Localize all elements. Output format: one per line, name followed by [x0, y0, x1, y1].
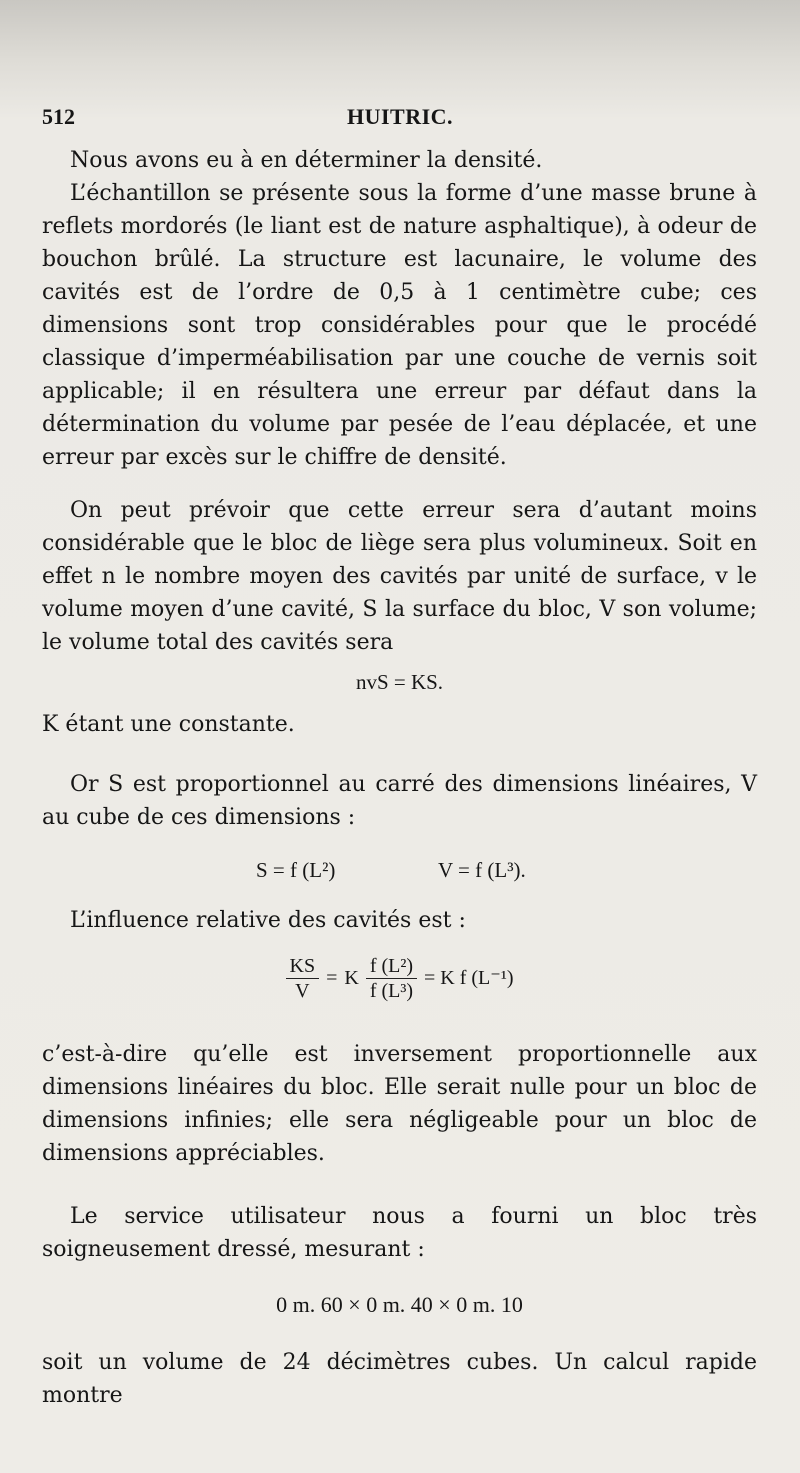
section-intro	[42, 144, 757, 474]
fraction-f-denominator: f (L³)	[369, 980, 414, 1002]
page-number: 512	[42, 104, 75, 129]
equation-measurements: 0 m. 60 × 0 m. 40 × 0 m. 10	[276, 1292, 523, 1317]
section-service	[42, 1200, 757, 1266]
section-conclusion	[42, 1038, 757, 1170]
fraction-f-numerator: f (L²)	[366, 954, 417, 979]
paragraph-conclusion: c’est-à-dire qu’elle est inversement proportionnelle aux dimensions linéaires du bloc. Elle serait nulle pour un bloc de dimensions infinies; elle sera négligeable pour un bloc de dimensions appréciables.	[42, 1042, 757, 1166]
paragraph-influence: L’influence relative des cavités est :	[70, 908, 466, 933]
equation-cavities: nvS = KS.	[355, 670, 444, 694]
paragraph-sample: L’échantillon se présente sous la forme d’une masse brune à reflets mordorés (le liant est de nature asphaltique), à odeur de bouchon brûlé. La structure est lacunaire, le volume des cavités est de l’ordre de 0,5 à 1 centimètre cube; ces dimensions sont trop considérables pour que le procédé classique d’imperméabilisation par une couche de vernis soit applicable; il en résultera une erreur par défaut dans la détermination du volume par pesée de l’eau déplacée, et une erreur par excès sur le chiffre de densité.	[42, 181, 757, 470]
fraction-ks-denominator: V	[295, 980, 310, 1002]
page-header	[42, 104, 758, 134]
paragraph-proportional: Or S est proportionnel au carré des dimensions linéaires, V au cube de ces dimensions :	[42, 772, 757, 830]
paragraph-density: Nous avons eu à en déterminer la densité.	[70, 148, 543, 173]
paragraph-error: On peut prévoir que cette erreur sera d’autant moins considérable que le bloc de liège sera plus volumineux. Soit en effet n le nombre moyen des cavités par unité de surface, v le volume moyen d’une cavité, S la surface du bloc, V son volume; le volume total des cavités sera	[42, 498, 757, 655]
section-volume	[42, 1346, 757, 1412]
paragraph-volume: soit un volume de 24 décimètres cubes. Un calcul rapide montre	[42, 1350, 757, 1408]
section-proportional	[42, 768, 757, 834]
paragraph-constant: K étant une constante.	[42, 712, 295, 737]
equation-dimensions	[42, 854, 757, 888]
paragraph-service: Le service utilisateur nous a fourni un bloc très soigneusement dressé, mesurant :	[42, 1204, 757, 1262]
formula-equals: =	[326, 967, 338, 989]
formula-result: = K f (L⁻¹)	[424, 967, 514, 989]
section-influence	[42, 904, 757, 937]
equation-volume: V = f (L³).	[438, 858, 526, 882]
fraction-ks-numerator: KS	[286, 954, 320, 979]
section-constant	[42, 708, 757, 741]
section-error	[42, 494, 757, 659]
fraction-f-l	[366, 954, 417, 1003]
fraction-ks-v	[286, 954, 320, 1003]
formula-constant-k: K	[344, 967, 359, 989]
equation-surface: S = f (L²)	[256, 858, 336, 882]
formula-influence	[42, 954, 757, 1003]
running-head: HUITRIC.	[346, 104, 454, 129]
